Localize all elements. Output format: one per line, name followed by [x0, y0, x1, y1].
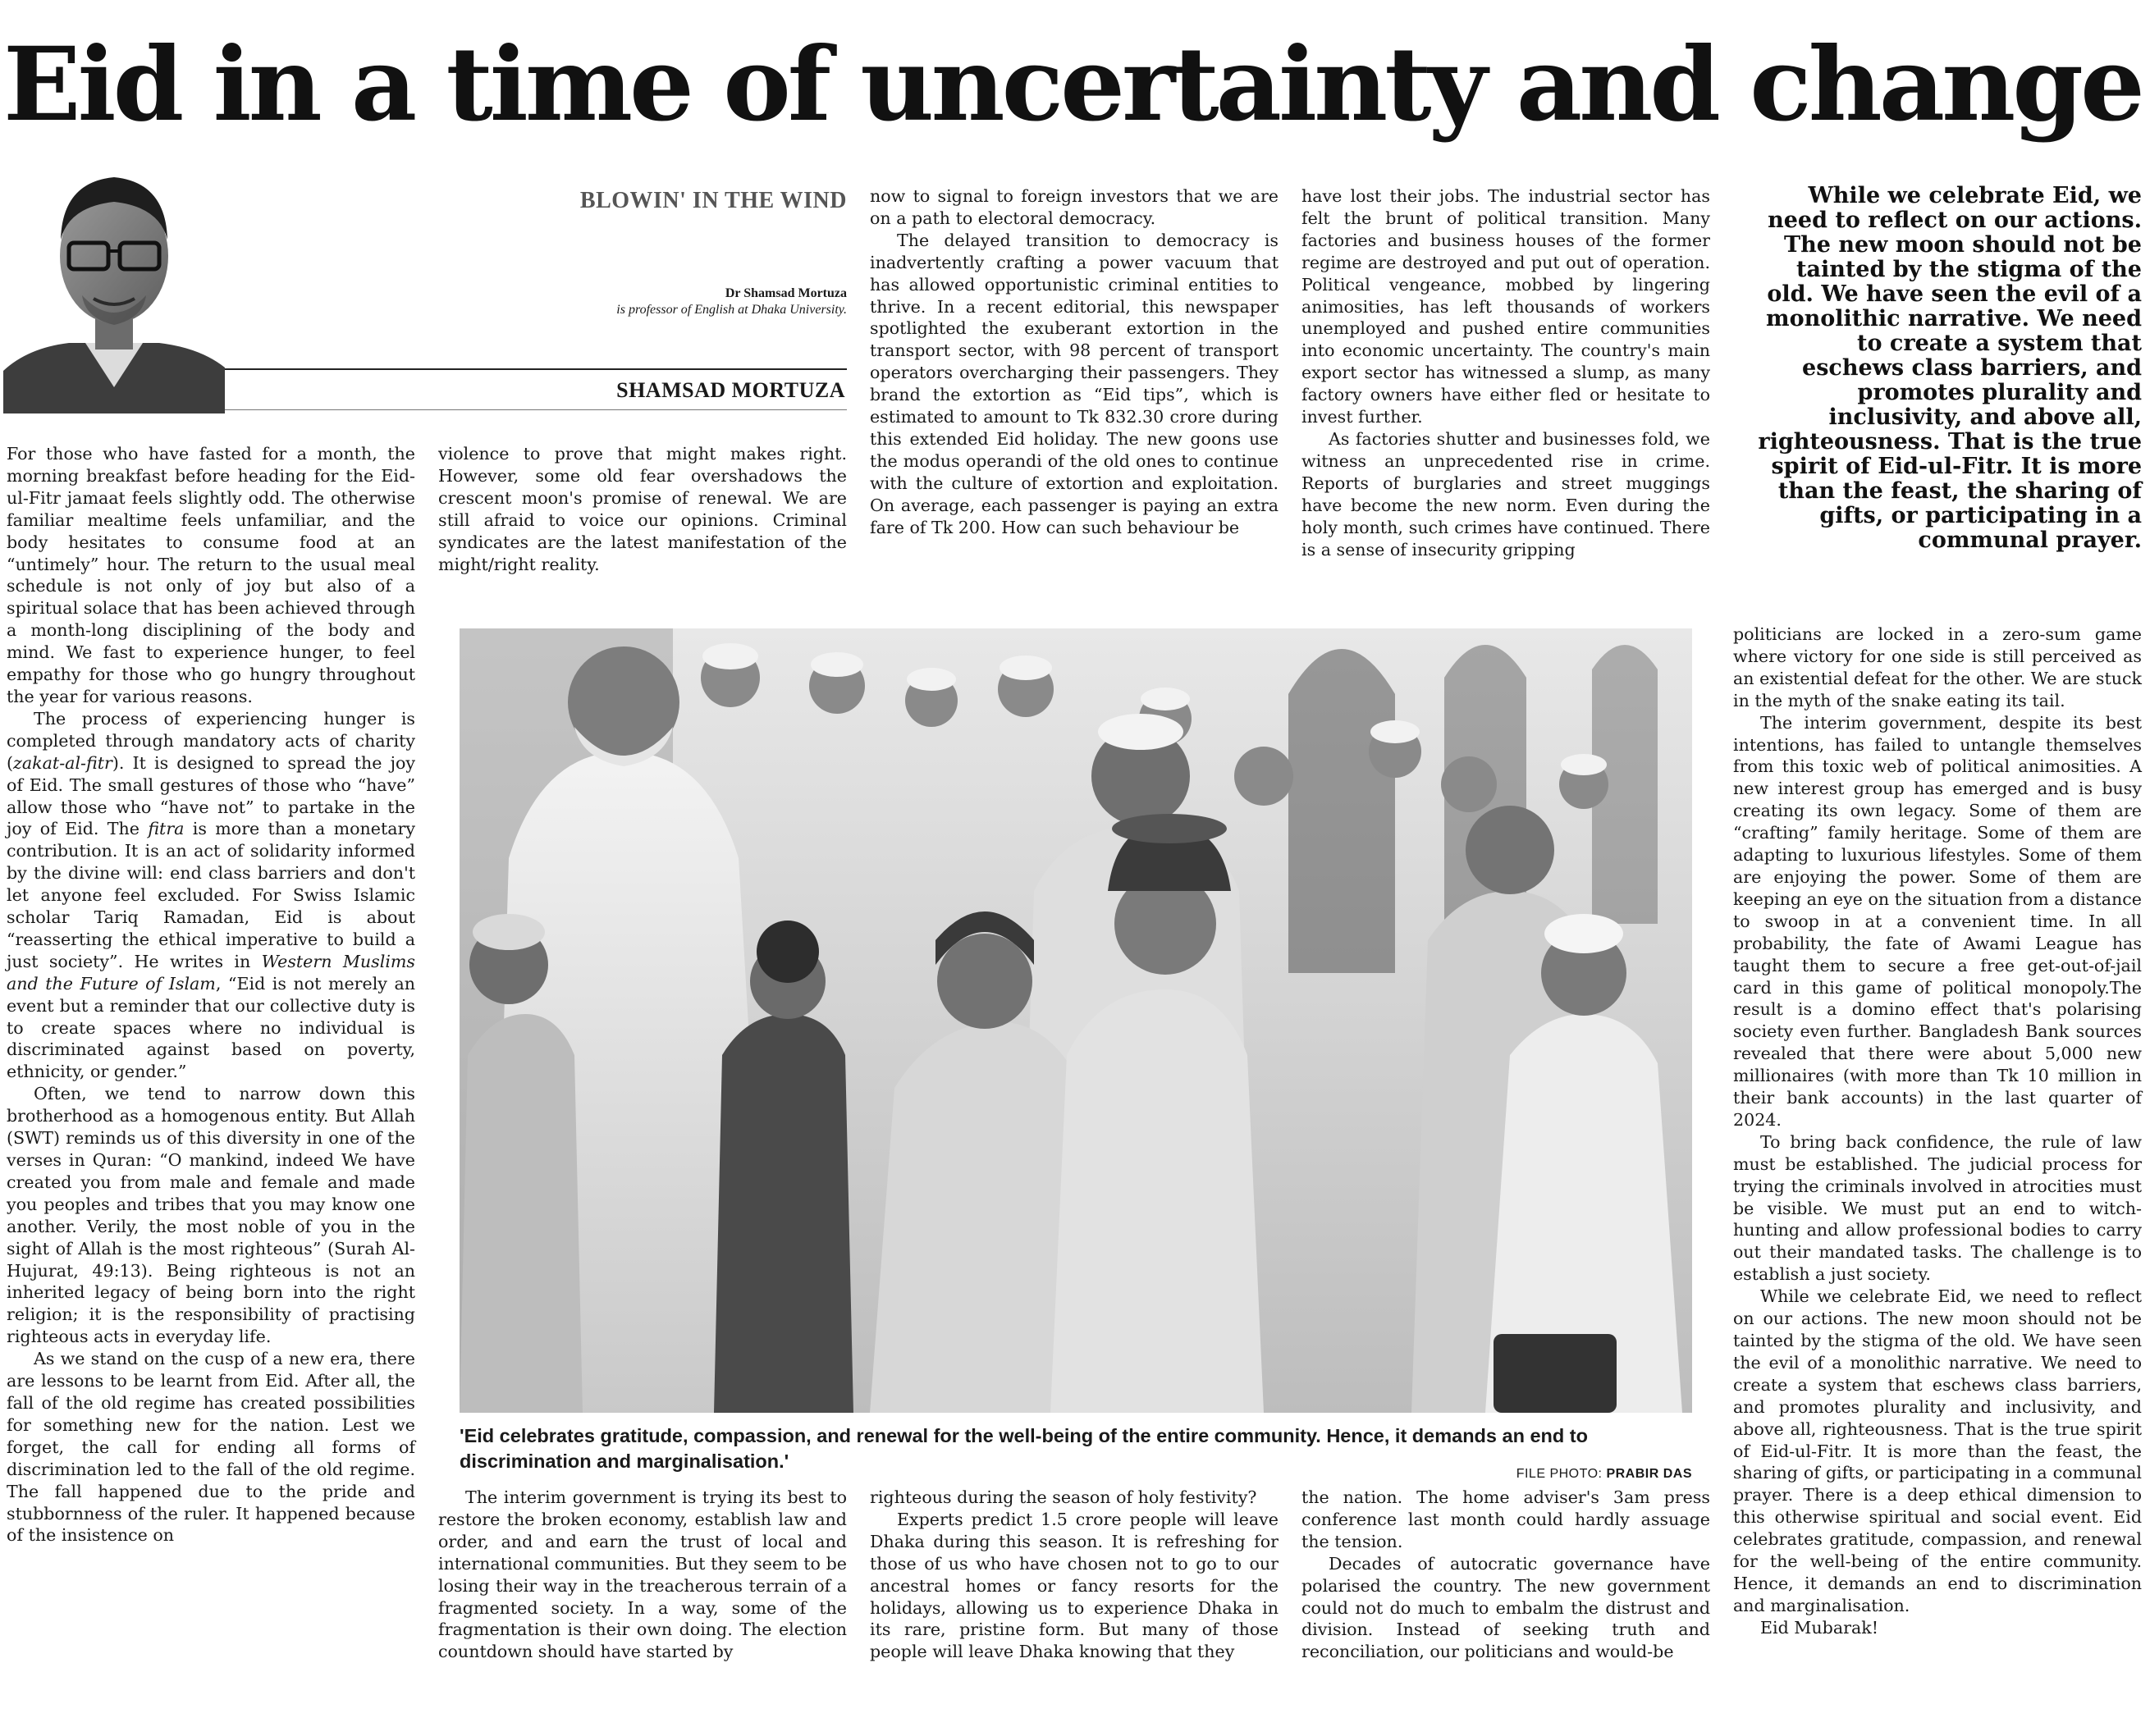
paragraph: Decades of autocratic governance have polarised the country. The new government could not do much to embalm the distrust and division. Instead of seeking truth and reconciliation, our politicians and would-be — [1301, 1553, 1710, 1662]
paragraph: have lost their jobs. The industrial sector has felt the brunt of political transition. Many factories and business houses of the former regime are destroyed and put out of operation. Political vengeance, mobbed by lingering animosities, has left thousands of workers unemployed and pushed entire communities into economic uncertainty. The country's main export sector has witnessed a slump, as many factory owners have either fled or hesitate to invest further. — [1301, 186, 1710, 427]
photo-credit — [1461, 1467, 1692, 1482]
column-4-top — [1301, 185, 1710, 560]
column-3-top — [870, 185, 1279, 539]
eid-photo-illustration — [460, 628, 1692, 1413]
paragraph: The interim government, despite its best intentions, has failed to untangle themselves from this toxic web of political animosities. A new interest group has emerged and is busy creating its own legacy. Some of them are “crafting” family heritage. Some of them are adapting to luxurious lifestyles. Some of them are enjoying the power. Some of them are keeping an eye on the situation from a distance to swoop in at a convenient time. In all probability, the fate of Awami League has taught them to secure a free get-out-of-jail card in this game of political monopoly.The result is a domino effect that's polarising society even further. Bangladesh Bank sources revealed that there were about 5,000 new millionaires (with more than Tk 10 million in their bank accounts) in the last quarter of 2024. — [1733, 712, 2142, 1130]
column-2-top — [438, 443, 847, 575]
photo-credit-name: PRABIR DAS — [1606, 1467, 1692, 1481]
paragraph: Eid Mubarak! — [1759, 1617, 1878, 1638]
column-4-bottom — [1301, 1487, 1710, 1663]
column-1 — [7, 443, 415, 1546]
paragraph: While we celebrate Eid, we need to reflect on our actions. The new moon should not be tainted by the stigma of the old. We have seen the evil of a monolithic narrative. We need to create a system that eschews class barriers, and promotes plurality and inclusivity, and above all, righteousness. That is the true spirit of Eid-ul-Fitr. It is more than the feast, the sharing of gifts, or participating in a communal prayer. There is a deep ethical dimension to this otherwise spiritual and social event. Eid celebrates gratitude, compassion, and renewal for the well-being of the entire community. Hence, it demands an end to discrimination and marginalisation. — [1733, 1286, 2142, 1615]
paragraph: As we stand on the cusp of a new era, there are lessons to be learnt from Eid. After all, the fall of the old regime has created possibilities for something new for the nation. Lest we forget, the call for ending all forms of discrimination led to the fall of the old regime. The fall happened due to the pride and stubbornness of the ruler. It happened because of the insistence on — [7, 1349, 415, 1546]
author-description: is professor of English at Dhaka University. — [616, 303, 847, 317]
column-2-bottom — [438, 1487, 847, 1663]
paragraph: Often, we tend to narrow down this brotherhood as a homogenous entity. But Allah (SWT) reminds us of this diversity in one of the verses in Quran: “O mankind, indeed We have created you from male and female and made you peoples and tribes that you may know one another. Verily, the most noble of you in the sight of Allah is the most righteous” (Surah Al-Hujurat, 49:13). Being righteous is not an inherited legacy of being born into the right religion; it is the responsibility of practising righteous acts in everyday life. — [7, 1084, 415, 1347]
paragraph: righteous during the season of holy festivity? — [870, 1487, 1257, 1507]
photo-credit-label: FILE PHOTO: — [1516, 1467, 1603, 1481]
byline: SHAMSAD MORTUZA — [616, 378, 845, 402]
eid-photo — [460, 628, 1692, 1413]
pull-quote: While we celebrate Eid, we need to reflect on our actions. The new moon should not be tainted by the stigma of the old. We have seen the evil of a monolithic narrative. We need to create a system that eschews class barriers, and promotes plurality and inclusivity, and above all, righteousness. That is the true spirit of Eid-ul-Fitr. It is more than the feast, the sharing of gifts, or participating in a communal prayer. — [1758, 183, 2142, 553]
paragraph: The interim government is trying its best to restore the broken economy, establish law and order, and and earn the trust of local and international communities. But they seem to be losing their way in the treacherous terrain of a fragmented society. In a way, some of the fragmentation is their own doing. The election countdown should have started by — [438, 1487, 847, 1662]
author-portrait — [3, 149, 225, 413]
paragraph: As factories shutter and businesses fold, we witness an unprecedented rise in crime. Reports of burglaries and street muggings have become the new norm. Even during the holy month, such crimes have continued. There is a sense of insecurity gripping — [1301, 428, 1710, 560]
paragraph: To bring back confidence, the rule of law must be established. The judicial process for trying the criminals involved in atrocities must be visible. We must put an end to witch-hunting and allow professional bodies to carry out their mandated tasks. The challenge is to establish a just society. — [1733, 1131, 2142, 1285]
paragraph: Experts predict 1.5 crore people will leave Dhaka during this season. It is refreshing for those of us who have chosen not to go to our ancestral homes or fancy resorts for the holidays, allowing us to experience Dhaka in its rare, pristine form. But many of those people will leave Dhaka knowing that they — [870, 1509, 1279, 1662]
paragraph: now to signal to foreign investors that we are on a path to electoral democracy. — [870, 186, 1279, 228]
byline-rule — [225, 368, 847, 370]
byline-divider — [225, 409, 847, 410]
author-info — [492, 286, 847, 318]
column-3-bottom — [870, 1487, 1279, 1663]
paragraph: violence to prove that might makes right. However, some old fear overshadows the crescent moon's promise of renewal. We are still afraid to voice our opinions. Criminal syndicates are the latest manifestation of the might/right reality. — [438, 444, 847, 574]
paragraph: politicians are locked in a zero-sum game where victory for one side is still perceived as an existential defeat for the other. We are stuck in the myth of the snake eating its tail. — [1733, 624, 2142, 710]
column-name: BLOWIN' IN THE WIND — [579, 188, 847, 213]
paragraph: The delayed transition to democracy is inadvertently crafting a power vacuum that has allowed opportunistic criminal entities to thrive. In a recent editorial, this newspaper spotlighted the exuberant extortion in the transport sector, with 98 percent of transport operators overcharging their passengers. They brand the extortion as “Eid tips”, which is estimated to amount to Tk 832.30 crore during this extended Eid holiday. The new goons use the modus operandi of the old ones to continue with the culture of extortion and exploitation. On average, each passenger is paying an extra fare of Tk 200. How can such behaviour be — [870, 230, 1279, 537]
paragraph: For those who have fasted for a month, the morning breakfast before heading for the Eid-ul-Fitr jamaat feels slightly odd. The otherwise familiar mealtime feels unfamiliar, and the body hesitates to consume food at an “untimely” hour. The return to the usual meal schedule is not only of joy but also of a spiritual solace that has been achieved through a month-long disciplining of the body and mind. We fast to experience hunger, to feel empathy for those who go hungry throughout the year for various reasons. — [7, 444, 415, 706]
photo-caption: 'Eid celebrates gratitude, compassion, and renewal for the well-being of the entire community. Hence, it demands an end to discrimination and marginalisation.' — [460, 1425, 1588, 1472]
headline: Eid in a time of uncertainty and change — [3, 25, 2142, 144]
author-name: Dr Shamsad Mortuza — [725, 286, 847, 300]
author-portrait-illustration — [3, 149, 225, 413]
paragraph: the nation. The home adviser's 3am press conference last month could hardly assuage the tension. — [1301, 1487, 1710, 1551]
column-5 — [1733, 624, 2142, 1639]
paragraph: The process of experiencing hunger is completed through mandatory acts of charity (zakat-al-fitr). It is designed to spread the joy of Eid. The small gestures of those who “have” allow those who “have not” to partake in the joy of Eid. The fitra is more than a monetary contribution. It is an act of solidarity informed by the divine will: end class barriers and don't let anyone feel excluded. For Swiss Islamic scholar Tariq Ramadan, Eid is about “reasserting the ethical imperative to build a just society”. He writes in Western Muslims and the Future of Islam, “Eid is not merely an event but a reminder that our collective duty is to create spaces where no individual is discriminated against based on poverty, ethnicity, or gender.” — [7, 708, 415, 1082]
